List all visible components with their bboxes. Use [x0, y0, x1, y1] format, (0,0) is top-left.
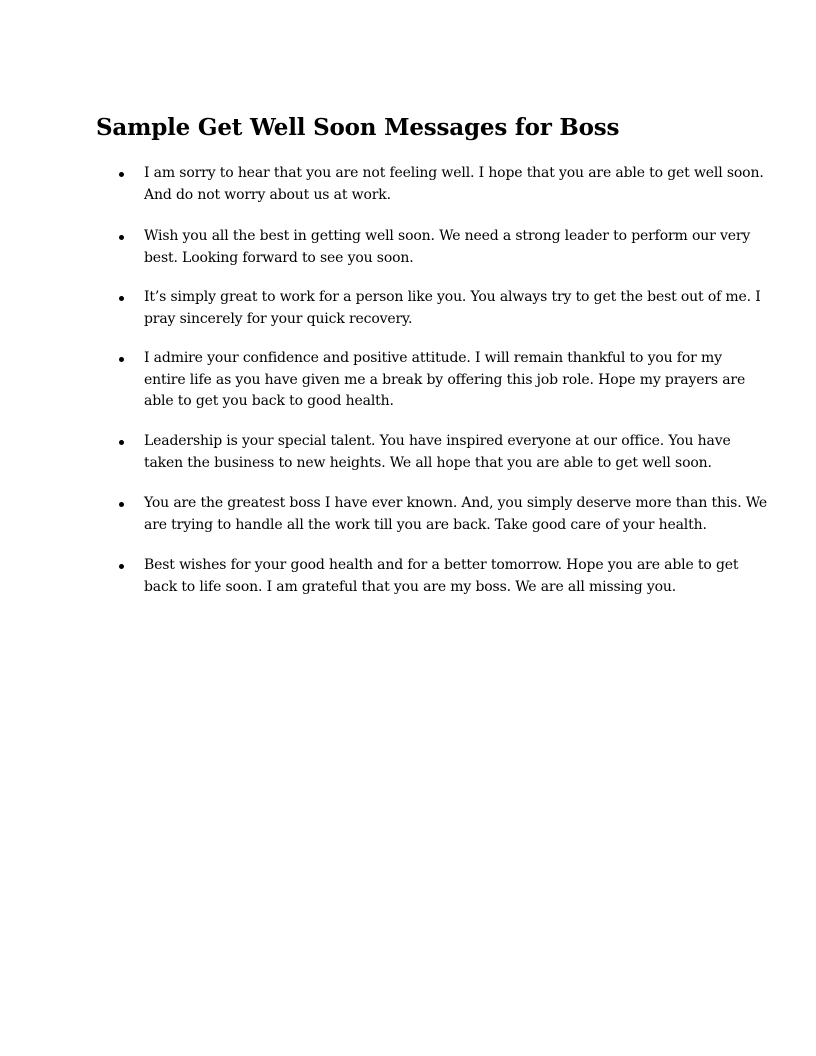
bullet-icon — [119, 235, 124, 240]
bullet-icon — [119, 296, 124, 301]
bullet-icon — [119, 440, 124, 445]
message-line: I admire your confidence and positive attitude. I will remain thankful to you for my — [144, 350, 722, 366]
message-line: best. Looking forward to see you soon. — [144, 249, 414, 266]
message-line: back to life soon. I am grateful that you are my boss. We are all missing you. — [144, 578, 677, 595]
message-item — [144, 226, 751, 269]
message-line: It’s simply great to work for a person like you. You always try to get the best out of me. I — [144, 289, 761, 305]
message-item — [144, 348, 746, 413]
message-line: Leadership is your special talent. You have inspired everyone at our office. You have — [144, 433, 731, 449]
message-line: I am sorry to hear that you are not feeling well. I hope that you are able to get well soon. — [144, 165, 764, 181]
message-item — [144, 287, 761, 330]
message-item — [144, 493, 768, 536]
bullet-icon — [119, 357, 124, 362]
message-line: And do not worry about us at work. — [144, 186, 391, 203]
message-line: taken the business to new heights. We all hope that you are able to get well soon. — [144, 454, 712, 471]
message-line: You are the greatest boss I have ever known. And, you simply deserve more than this. We — [144, 495, 768, 511]
bullet-icon — [119, 172, 124, 177]
bullet-icon — [119, 502, 124, 507]
message-item — [144, 555, 739, 598]
message-line: able to get you back to good health. — [144, 393, 394, 409]
document-title: Sample Get Well Soon Messages for Boss — [96, 114, 620, 141]
message-line: Wish you all the best in getting well soon. We need a strong leader to perform our very — [144, 228, 751, 244]
message-line: pray sincerely for your quick recovery. — [144, 310, 413, 327]
message-line: are trying to handle all the work till you are back. Take good care of your health. — [144, 516, 707, 533]
bullet-icon — [119, 564, 124, 569]
message-item — [144, 431, 734, 474]
message-item — [144, 163, 764, 206]
message-line: entire life as you have given me a break by offering this job role. Hope my prayers are — [144, 371, 746, 388]
message-line: Best wishes for your good health and for a better tomorrow. Hope you are able to get — [144, 557, 739, 573]
